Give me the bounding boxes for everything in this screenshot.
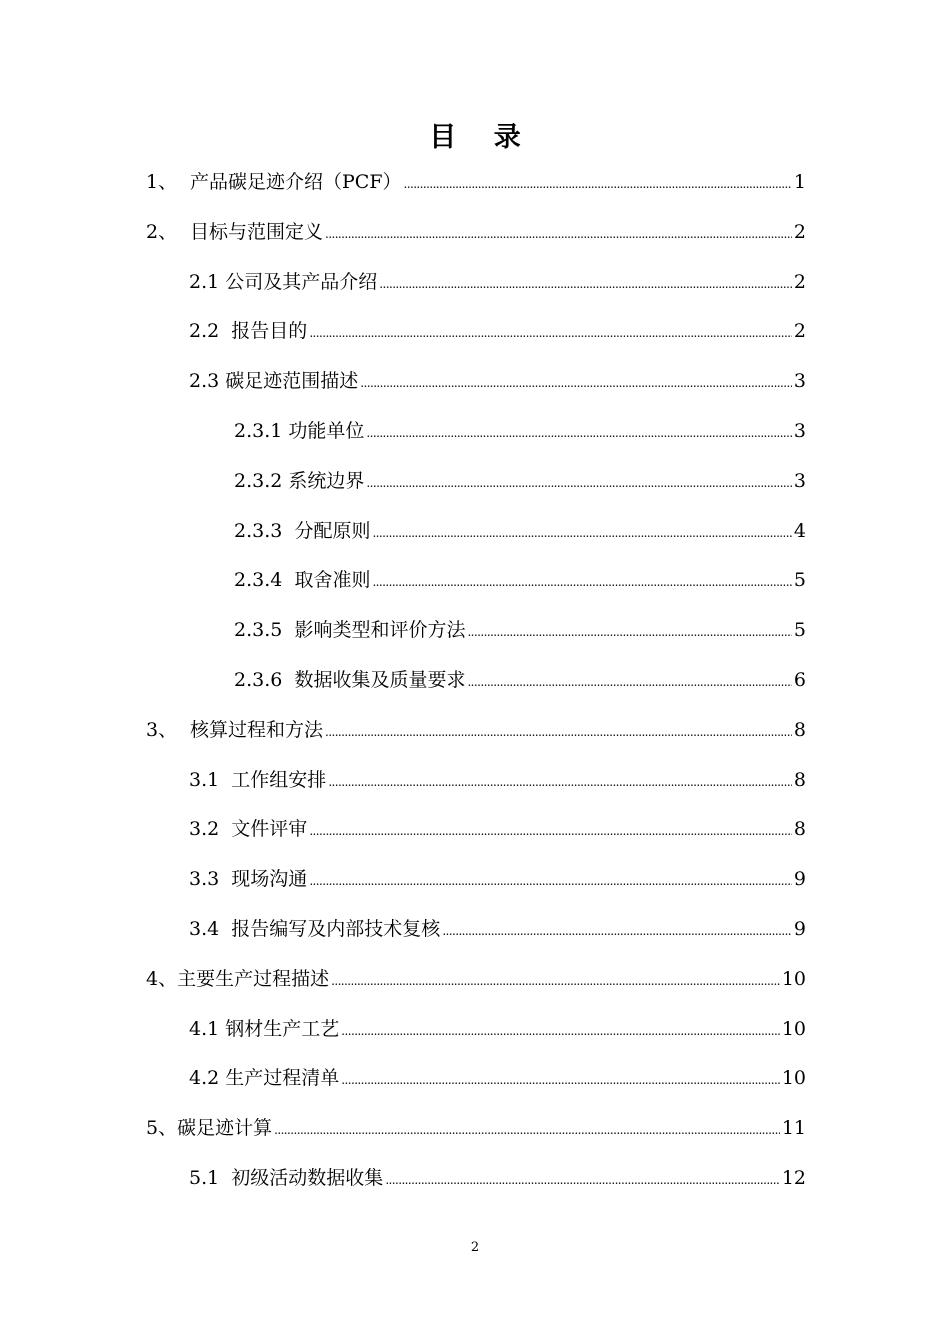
toc-entry-label: 主要生产过程描述 bbox=[177, 967, 330, 990]
toc-entry[interactable] bbox=[189, 863, 806, 895]
toc-entry-number: 2.1 bbox=[189, 270, 226, 293]
toc-entry-number: 2.3.5 bbox=[234, 619, 295, 642]
toc-entry-number: 3.2 bbox=[189, 818, 232, 841]
toc-entry-page-number: 8 bbox=[793, 768, 806, 791]
toc-entry[interactable] bbox=[189, 1062, 806, 1094]
toc-entry-page-number: 11 bbox=[781, 1117, 806, 1140]
toc-entry-label: 报告编写及内部技术复核 bbox=[231, 918, 441, 940]
toc-entry-label: 文件评审 bbox=[231, 818, 308, 841]
toc-entry-page-number: 5 bbox=[793, 619, 806, 642]
toc-entry-page-number: 8 bbox=[793, 718, 806, 741]
toc-entry-number: 2.3.2 bbox=[234, 469, 289, 492]
toc-title: 目 录 bbox=[429, 122, 535, 153]
toc-entry-label: 核算过程和方法 bbox=[190, 718, 324, 741]
toc-leader-dots bbox=[309, 863, 792, 897]
toc-entry-number: 2.2 bbox=[189, 320, 232, 343]
toc-entry-page-number: 4 bbox=[793, 519, 806, 542]
toc-entry-number: 2.3.6 bbox=[234, 669, 295, 691]
toc-entry-number: 5.1 bbox=[189, 1167, 232, 1189]
toc-entry-number: 2.3.4 bbox=[234, 569, 295, 592]
toc-entry-page-number: 3 bbox=[793, 370, 806, 393]
toc-entry[interactable] bbox=[146, 963, 806, 995]
toc-leader-dots bbox=[325, 714, 792, 748]
toc-entry-page-number: 2 bbox=[793, 220, 806, 243]
toc-leader-dots bbox=[366, 465, 792, 499]
toc-entry[interactable] bbox=[189, 1013, 806, 1045]
toc-entry[interactable] bbox=[189, 266, 806, 298]
toc-entry-number: 3.4 bbox=[189, 918, 232, 940]
toc-entry-label: 影响类型和评价方法 bbox=[294, 619, 466, 642]
toc-entry-page-number: 1 bbox=[793, 171, 806, 193]
toc-entry[interactable] bbox=[189, 813, 806, 845]
toc-entry[interactable] bbox=[234, 614, 806, 646]
toc-entry-page-number: 12 bbox=[781, 1167, 806, 1189]
toc-entry[interactable] bbox=[234, 515, 806, 547]
toc-entry-page-number: 10 bbox=[781, 967, 806, 990]
footer-page-number: 2 bbox=[470, 1240, 480, 1255]
toc-leader-dots bbox=[385, 1162, 780, 1196]
toc-leader-dots bbox=[331, 963, 780, 997]
toc-entry[interactable] bbox=[189, 764, 806, 796]
toc-entry-page-number: 10 bbox=[781, 1017, 806, 1040]
toc-leader-dots bbox=[328, 764, 792, 798]
toc-entry-page-number: 5 bbox=[793, 569, 806, 592]
toc-entry-label: 取舍准则 bbox=[294, 569, 371, 592]
toc-entry-label: 钢材生产工艺 bbox=[225, 1017, 340, 1040]
toc-entry-number: 2.3 bbox=[189, 370, 226, 393]
toc-entry[interactable] bbox=[146, 216, 806, 248]
toc-entry-label: 产品碳足迹介绍（PCF） bbox=[190, 171, 402, 193]
toc-leader-dots bbox=[274, 1112, 780, 1146]
toc-entry-page-number: 6 bbox=[793, 669, 806, 691]
toc-entry-label: 碳足迹计算 bbox=[177, 1117, 273, 1140]
toc-entry[interactable] bbox=[146, 1112, 806, 1144]
toc-entry-page-number: 3 bbox=[793, 469, 806, 492]
toc-entry-label: 数据收集及质量要求 bbox=[294, 669, 466, 691]
toc-leader-dots bbox=[442, 913, 792, 947]
toc-leader-dots bbox=[467, 614, 791, 648]
toc-entry[interactable] bbox=[146, 714, 806, 746]
toc-leader-dots bbox=[360, 365, 792, 399]
toc-entry-label: 功能单位 bbox=[288, 420, 365, 442]
toc-entry[interactable] bbox=[234, 465, 806, 497]
toc-entry-label: 现场沟通 bbox=[231, 868, 308, 891]
toc-entry-page-number: 9 bbox=[793, 868, 806, 891]
toc-entry[interactable] bbox=[234, 564, 806, 596]
toc-entry-number: 2.3.3 bbox=[234, 519, 295, 542]
toc-entry-number: 4.1 bbox=[189, 1017, 226, 1040]
toc-entry[interactable] bbox=[146, 166, 806, 198]
toc-entry-page-number: 3 bbox=[793, 420, 806, 442]
toc-entry-label: 分配原则 bbox=[294, 519, 371, 542]
toc-entry-page-number: 2 bbox=[793, 320, 806, 343]
toc-entry[interactable] bbox=[189, 913, 806, 945]
toc-entry[interactable] bbox=[234, 415, 806, 447]
toc-entry-page-number: 9 bbox=[793, 918, 806, 940]
toc-entry[interactable] bbox=[189, 365, 806, 397]
toc-entry-label: 碳足迹范围描述 bbox=[225, 370, 359, 393]
toc-entry-label: 初级活动数据收集 bbox=[231, 1167, 384, 1189]
toc-leader-dots bbox=[341, 1013, 780, 1047]
toc-entry-label: 工作组安排 bbox=[231, 768, 327, 791]
toc-entry-number: 5、 bbox=[146, 1117, 178, 1140]
toc-leader-dots bbox=[372, 564, 791, 598]
toc-leader-dots bbox=[366, 415, 792, 449]
toc-leader-dots bbox=[467, 664, 791, 698]
toc-leader-dots bbox=[309, 315, 792, 349]
toc-entry-number: 2.3.1 bbox=[234, 420, 289, 442]
toc-entry-number: 1、 bbox=[146, 171, 178, 193]
toc-entry-number: 3.1 bbox=[189, 768, 232, 791]
toc-leader-dots bbox=[341, 1062, 780, 1096]
toc-entry-label: 目标与范围定义 bbox=[190, 220, 324, 243]
toc-leader-dots bbox=[372, 515, 791, 549]
toc-entry-number: 3.3 bbox=[189, 868, 232, 891]
toc-entry-number: 4.2 bbox=[189, 1067, 226, 1090]
toc-entry[interactable] bbox=[234, 664, 806, 696]
toc-leader-dots bbox=[325, 216, 792, 250]
toc-entry-number: 4、 bbox=[146, 967, 178, 990]
toc-entry-page-number: 8 bbox=[793, 818, 806, 841]
toc-entry-label: 报告目的 bbox=[231, 320, 308, 343]
toc-entry-label: 系统边界 bbox=[288, 469, 365, 492]
toc-entry-number: 3、 bbox=[146, 718, 178, 741]
toc-entry-page-number: 2 bbox=[793, 270, 806, 293]
toc-entry-page-number: 10 bbox=[781, 1067, 806, 1090]
toc-entry[interactable] bbox=[189, 315, 806, 347]
toc-leader-dots bbox=[379, 266, 792, 300]
toc-leader-dots bbox=[309, 813, 792, 847]
toc-entry[interactable] bbox=[189, 1162, 806, 1194]
toc-entry-number: 2、 bbox=[146, 220, 178, 243]
toc-entry-label: 生产过程清单 bbox=[225, 1067, 340, 1090]
toc-entry-label: 公司及其产品介绍 bbox=[225, 270, 378, 293]
toc-leader-dots bbox=[404, 166, 792, 200]
